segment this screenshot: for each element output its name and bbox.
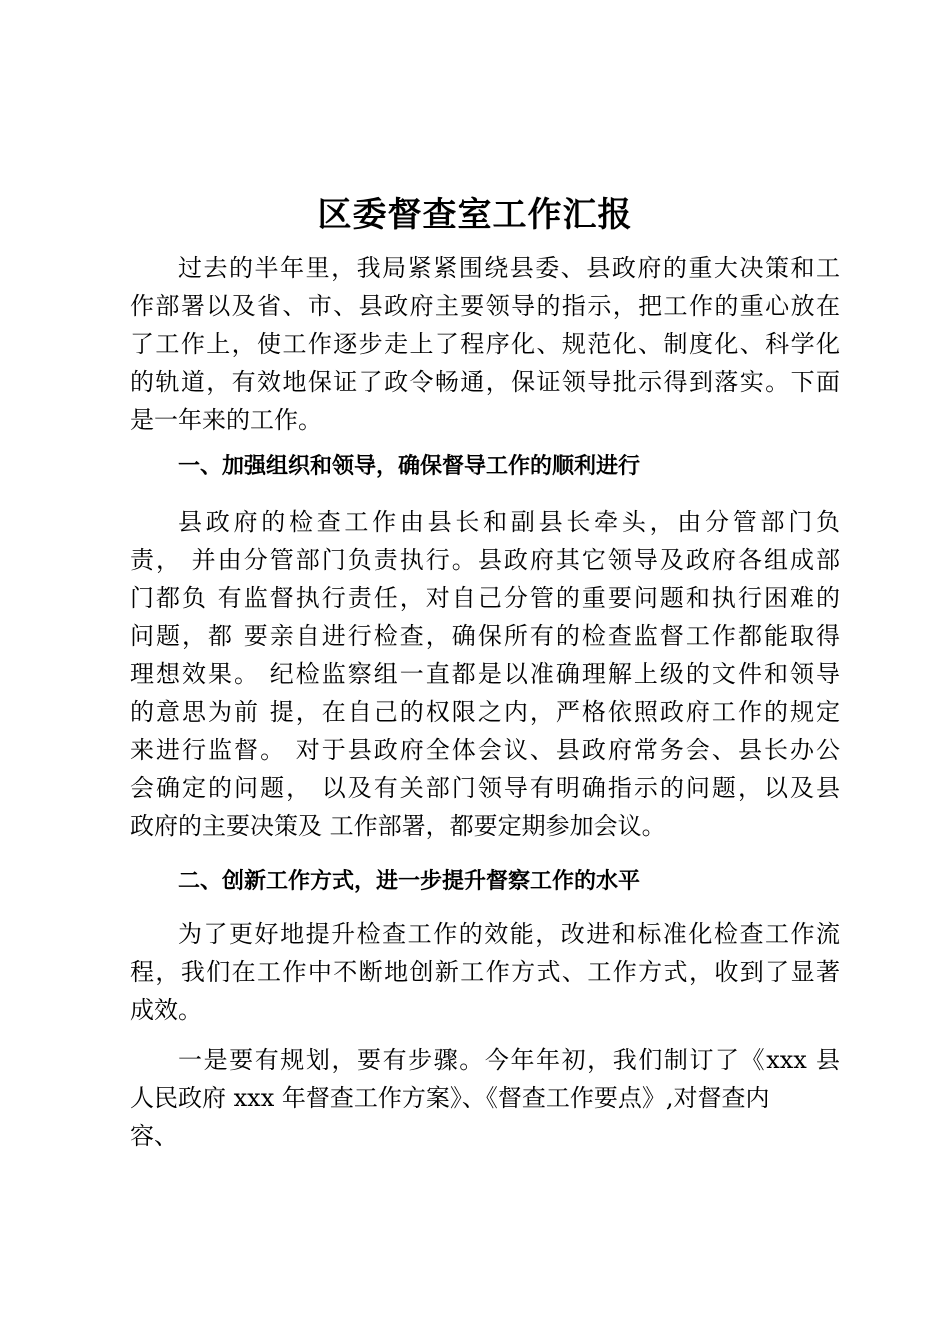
paragraph-line: 门都负 有监督执行责任，对自己分管的重要问题和执行困难的 [130, 584, 840, 612]
paragraph-line: 成效。 [130, 996, 202, 1024]
paragraph-line: 会确定的问题， 以及有关部门领导有明确指示的问题，以及县 [130, 774, 840, 802]
paragraph-line: 的意思为前 提，在自己的权限之内，严格依照政府工作的规定 [130, 698, 840, 726]
section2-paragraph [130, 915, 840, 1029]
section-heading-2: 二、创新工作方式，进一步提升督察工作的水平 [178, 869, 641, 894]
paragraph-line: 问题，都 要亲自进行检查，确保所有的检查监督工作都能取得 [130, 622, 840, 650]
paragraph-line: 容、 [130, 1122, 178, 1150]
paragraph-line: 来进行监督。 对于县政府全体会议、县政府常务会、县长办公 [130, 736, 840, 764]
paragraph-line: 为了更好地提升检查工作的效能，改进和标准化检查工作流 [178, 920, 840, 948]
paragraph-line: 了工作上，使工作逐步走上了程序化、规范化、制度化、科学化 [130, 330, 840, 358]
paragraph-line: 的轨道，有效地保证了政令畅通，保证领导批示得到落实。下面 [130, 368, 840, 396]
section-heading-1: 一、加强组织和领导，确保督导工作的顺利进行 [178, 454, 641, 479]
paragraph-line: 是一年来的工作。 [130, 406, 322, 434]
paragraph-line: 一是要有规划，要有步骤。今年年初，我们制订了《xxx 县 [178, 1046, 840, 1074]
paragraph-line: 程，我们在工作中不断地创新工作方式、工作方式，收到了显著 [130, 958, 840, 986]
document-title: 区委督查室工作汇报 [317, 195, 633, 235]
section1-paragraph [130, 503, 840, 845]
paragraph-line: 过去的半年里，我局紧紧围绕县委、县政府的重大决策和工 [178, 254, 840, 282]
paragraph-line: 人民政府 xxx 年督查工作方案》、《督查工作要点》,对督查内 [130, 1084, 770, 1112]
intro-paragraph [130, 249, 840, 439]
paragraph-line: 县政府的检查工作由县长和副县长牵头，由分管部门负 [178, 508, 840, 536]
paragraph-line: 政府的主要决策及 工作部署，都要定期参加会议。 [130, 812, 666, 840]
paragraph-line: 作部署以及省、市、县政府主要领导的指示，把工作的重心放在 [130, 292, 840, 320]
point1-paragraph [130, 1041, 840, 1155]
paragraph-line: 责， 并由分管部门负责执行。县政府其它领导及政府各组成部 [130, 546, 840, 574]
paragraph-line: 理想效果。 纪检监察组一直都是以准确理解上级的文件和领导 [130, 660, 840, 688]
